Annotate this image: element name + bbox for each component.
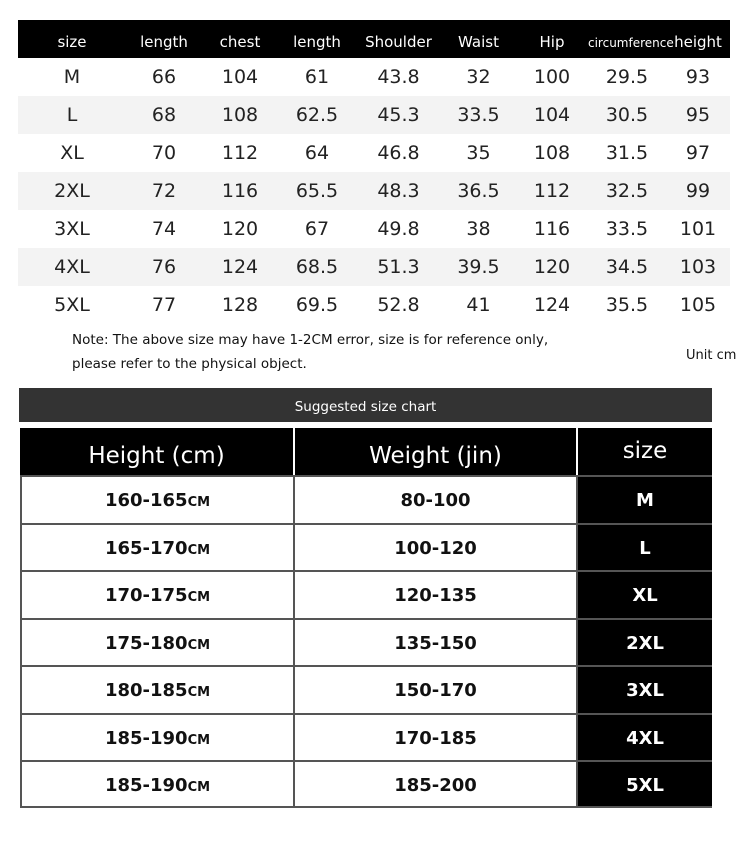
- table-cell: 33.5: [605, 218, 649, 240]
- height-unit: CM: [187, 732, 211, 748]
- table-cell: 112: [221, 142, 259, 164]
- table-row: [20, 713, 712, 761]
- table-cell: 51.3: [377, 256, 420, 278]
- table-cell: 116: [221, 180, 259, 202]
- height-range-cell: [20, 525, 295, 571]
- table-cell: 41: [466, 294, 491, 316]
- table-row: [20, 475, 712, 523]
- table-cell: 104: [533, 104, 571, 126]
- weight-range-cell: 135-150: [295, 620, 578, 666]
- table-cell: 4XL: [54, 256, 90, 278]
- suggested-size-table: [20, 428, 712, 808]
- table-cell: 5XL: [54, 294, 90, 316]
- height-unit: CM: [187, 495, 211, 510]
- table-cell: 49.8: [377, 218, 420, 240]
- table-cell: 52.8: [377, 294, 420, 316]
- table-row: [20, 570, 712, 618]
- table-cell: 116: [533, 218, 571, 240]
- table-row: [18, 172, 730, 210]
- header-chest: chest: [219, 33, 261, 51]
- table-cell: 76: [151, 256, 177, 278]
- table-cell: 2XL: [54, 180, 90, 202]
- table-row: [18, 96, 730, 134]
- suggested-size-cell: 5XL: [578, 762, 712, 806]
- header-circumference: circumference: [588, 36, 674, 50]
- table-cell: 74: [151, 218, 177, 240]
- height-range: 160-165: [104, 490, 188, 511]
- table-cell: 77: [151, 294, 177, 316]
- height-unit: CM: [187, 542, 211, 558]
- table-cell: 101: [679, 218, 717, 240]
- header-height-cm: Height (cm): [20, 428, 295, 475]
- table-cell: 46.8: [377, 142, 420, 164]
- table-cell: 36.5: [457, 180, 500, 202]
- table-cell: 103: [679, 256, 717, 278]
- table-cell: 124: [533, 294, 571, 316]
- header-sleeve-length: length: [293, 33, 341, 51]
- table-row: [18, 248, 730, 286]
- table-cell: 29.5: [605, 66, 649, 88]
- height-range-cell: [20, 715, 295, 761]
- suggested-size-cell: 4XL: [578, 715, 712, 761]
- height-range-cell: [20, 762, 295, 806]
- height-unit: CM: [187, 590, 211, 605]
- suggested-size-cell: 2XL: [578, 620, 712, 666]
- table-cell: 108: [533, 142, 571, 164]
- weight-range-cell: 80-100: [295, 477, 578, 523]
- height-range: 165-170: [104, 537, 188, 559]
- table-cell: 100: [533, 66, 571, 88]
- height-range-cell: [20, 667, 295, 713]
- table-cell: 69.5: [295, 294, 339, 316]
- table-cell: 99: [685, 180, 711, 202]
- table-cell: 35.5: [605, 294, 649, 316]
- table-cell: 108: [221, 104, 259, 126]
- note-line-2: please refer to the physical object.: [72, 356, 307, 372]
- suggested-size-cell: M: [578, 477, 712, 523]
- header-hip: Hip: [539, 33, 565, 51]
- table-cell: L: [66, 104, 78, 126]
- table-cell: 72: [151, 180, 177, 202]
- height-range-cell: [20, 572, 295, 618]
- table-cell: 124: [221, 256, 259, 278]
- table-row: [20, 618, 712, 666]
- suggested-size-cell: L: [578, 525, 712, 571]
- height-range: 185-190: [104, 727, 188, 749]
- table-row: [18, 134, 730, 172]
- table-row: [18, 58, 730, 96]
- table-cell: 70: [151, 142, 177, 164]
- table-cell: 68.5: [295, 256, 339, 278]
- table-row: [18, 210, 730, 248]
- table-cell: 48.3: [377, 180, 420, 202]
- table-row: [20, 523, 712, 571]
- table-cell: 65.5: [295, 180, 339, 202]
- weight-range-cell: 170-185: [295, 715, 578, 761]
- table-cell: 128: [221, 294, 259, 316]
- table-row: [18, 286, 730, 324]
- height-unit: CM: [187, 637, 211, 653]
- table-cell: 64: [304, 142, 330, 164]
- table-cell: 97: [685, 142, 711, 164]
- measurement-header-row: [18, 20, 730, 58]
- table-cell: 66: [151, 66, 177, 88]
- table-cell: 43.8: [377, 66, 420, 88]
- table-cell: 45.3: [377, 104, 420, 126]
- table-row: [20, 760, 712, 808]
- table-cell: 34.5: [605, 256, 649, 278]
- height-range-cell: [20, 477, 295, 523]
- weight-range-cell: 185-200: [295, 762, 578, 806]
- height-range: 170-175: [104, 585, 188, 606]
- table-cell: 67: [304, 218, 330, 240]
- header-height: height: [674, 33, 722, 51]
- table-cell: 68: [151, 104, 177, 126]
- height-range: 175-180: [104, 632, 188, 654]
- table-cell: 105: [679, 294, 717, 316]
- unit-label: Unit cm: [686, 348, 737, 363]
- table-cell: 120: [533, 256, 571, 278]
- header-weight-jin: Weight (jin): [295, 428, 578, 475]
- table-cell: 95: [685, 104, 711, 126]
- weight-range-cell: 150-170: [295, 667, 578, 713]
- height-range: 185-190: [104, 775, 188, 796]
- table-cell: 32: [466, 66, 491, 88]
- table-cell: 104: [221, 66, 259, 88]
- table-cell: 61: [304, 66, 330, 88]
- header-shoulder: Shoulder: [365, 33, 432, 51]
- note-line-1: Note: The above size may have 1-2CM error, size is for reference only,: [72, 332, 549, 348]
- table-cell: 120: [221, 218, 259, 240]
- header-suggested-size: size: [578, 428, 712, 475]
- table-cell: XL: [60, 142, 84, 164]
- height-unit: CM: [187, 685, 211, 700]
- suggested-body: [20, 475, 712, 808]
- table-cell: 31.5: [605, 142, 649, 164]
- suggested-chart-title: Suggested size chart: [19, 388, 712, 422]
- height-unit: CM: [187, 780, 211, 795]
- table-cell: 38: [466, 218, 491, 240]
- measurement-body: [18, 58, 730, 324]
- table-cell: 93: [685, 66, 711, 88]
- height-range-cell: [20, 620, 295, 666]
- table-cell: 112: [533, 180, 571, 202]
- table-cell: 3XL: [54, 218, 90, 240]
- size-note: [72, 328, 548, 376]
- suggested-size-cell: 3XL: [578, 667, 712, 713]
- header-length: length: [140, 33, 188, 51]
- table-cell: 35: [466, 142, 491, 164]
- table-cell: 32.5: [605, 180, 649, 202]
- header-size: size: [57, 33, 87, 51]
- measurement-table: [18, 20, 730, 324]
- suggested-header-row: [20, 428, 712, 475]
- weight-range-cell: 100-120: [295, 525, 578, 571]
- table-row: [20, 665, 712, 713]
- table-cell: 62.5: [295, 104, 339, 126]
- header-waist: Waist: [458, 33, 499, 51]
- weight-range-cell: 120-135: [295, 572, 578, 618]
- table-cell: 30.5: [605, 104, 649, 126]
- table-cell: 33.5: [457, 104, 500, 126]
- suggested-size-cell: XL: [578, 572, 712, 618]
- table-cell: M: [63, 66, 81, 88]
- table-cell: 39.5: [457, 256, 500, 278]
- height-range: 180-185: [104, 680, 188, 701]
